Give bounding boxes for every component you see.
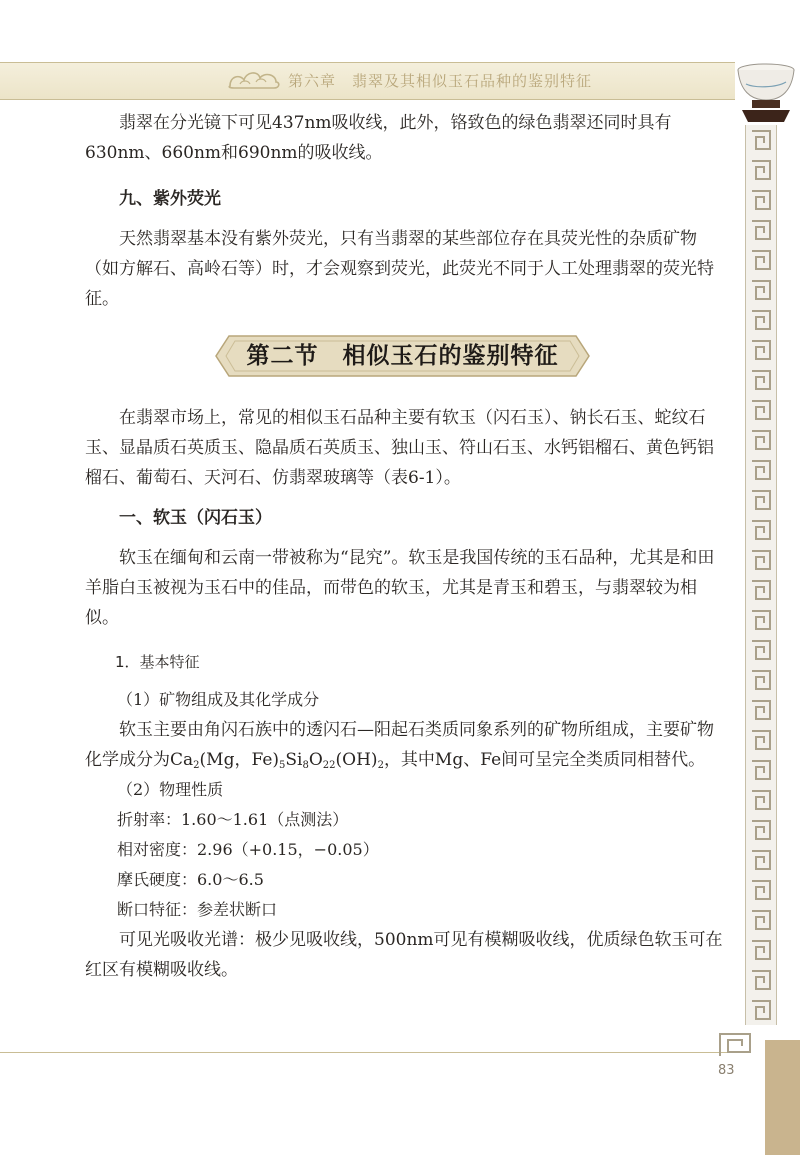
- formula-part: (Mg，Fe): [199, 750, 280, 770]
- formula-subscript: 2: [193, 760, 200, 771]
- property-density: 相对密度：2.96（+0.15，−0.05）: [117, 840, 379, 859]
- paragraph-composition: [85, 715, 725, 775]
- paragraph-intro: 在翡翠市场上，常见的相似玉石品种主要有软玉（闪石玉）、钠长石玉、蛇纹石玉、显晶质石英质玉、隐晶质石英质玉、独山玉、符山石玉、水钙铝榴石、黄色钙铝榴石、葡萄石、天河石、仿翡翠玻璃等（表6-1）。: [85, 408, 714, 488]
- formula-subscript: 22: [322, 760, 336, 771]
- page-content: [85, 108, 725, 314]
- composition-text: ，其中Mg、Fe间可呈完全类质同相替代。: [383, 750, 706, 770]
- corner-block: [765, 1040, 800, 1155]
- formula-part: O: [308, 750, 323, 770]
- section-content: [85, 403, 725, 985]
- teacup-icon: [728, 56, 800, 126]
- property-fracture: 断口特征：参差状断口: [117, 900, 278, 919]
- composition-text: 软玉主要由角闪石族中的透闪石—阳起石类质同象系列的矿物所组成，主要矿物化学成分为Ca: [85, 720, 714, 770]
- section-banner: [215, 332, 590, 380]
- property-refractive-index: 折射率：1.60～1.61（点测法）: [117, 810, 349, 829]
- formula-subscript: 2: [377, 760, 384, 771]
- greek-key-border-icon: [745, 125, 777, 1025]
- item-composition: （1）矿物组成及其化学成分: [117, 690, 320, 709]
- cloud-ornament-icon: [226, 66, 282, 92]
- section-title: 第二节 相似玉石的鉴别特征: [246, 343, 559, 369]
- page-number: 83: [718, 1063, 735, 1078]
- heading-nephrite: 一、软玉（闪石玉）: [119, 508, 272, 528]
- formula-subscript: 8: [302, 760, 309, 771]
- item-physical-properties: （2）物理性质: [117, 780, 224, 799]
- paragraph-nephrite: 软玉在缅甸和云南一带被称为“昆究”。软玉是我国传统的玉石品种，尤其是和田羊脂白玉被视为玉石中的佳品，而带色的软玉，尤其是青玉和碧玉，与翡翠较为相似。: [85, 548, 715, 628]
- corner-key-ornament-icon: [716, 1030, 756, 1060]
- footer-rule: [0, 1052, 745, 1053]
- formula-part: (OH): [335, 750, 378, 770]
- heading-uv-fluorescence: 九、紫外荧光: [119, 189, 221, 209]
- paragraph-spectrum: 可见光吸收光谱：极少见吸收线，500nm可见有模糊吸收线，优质绿色软玉可在红区有模糊吸收线。: [85, 930, 723, 980]
- paragraph-fluorescence: 天然翡翠基本没有紫外荧光，只有当翡翠的某些部位存在具荧光性的杂质矿物（如方解石、高岭石等）时，才会观察到荧光，此荧光不同于人工处理翡翠的荧光特征。: [85, 229, 714, 309]
- property-hardness: 摩氏硬度：6.0～6.5: [117, 870, 264, 889]
- subheading-basic-features: 1．基本特征: [115, 653, 200, 671]
- header-title: 第六章 翡翠及其相似玉石品种的鉴别特征: [288, 72, 593, 90]
- formula-part: Si: [285, 750, 303, 770]
- paragraph-spectroscope: 翡翠在分光镜下可见437nm吸收线，此外，铬致色的绿色翡翠还同时具有630nm、660nm和690nm的吸收线。: [85, 113, 672, 163]
- formula-subscript: 5: [279, 760, 286, 771]
